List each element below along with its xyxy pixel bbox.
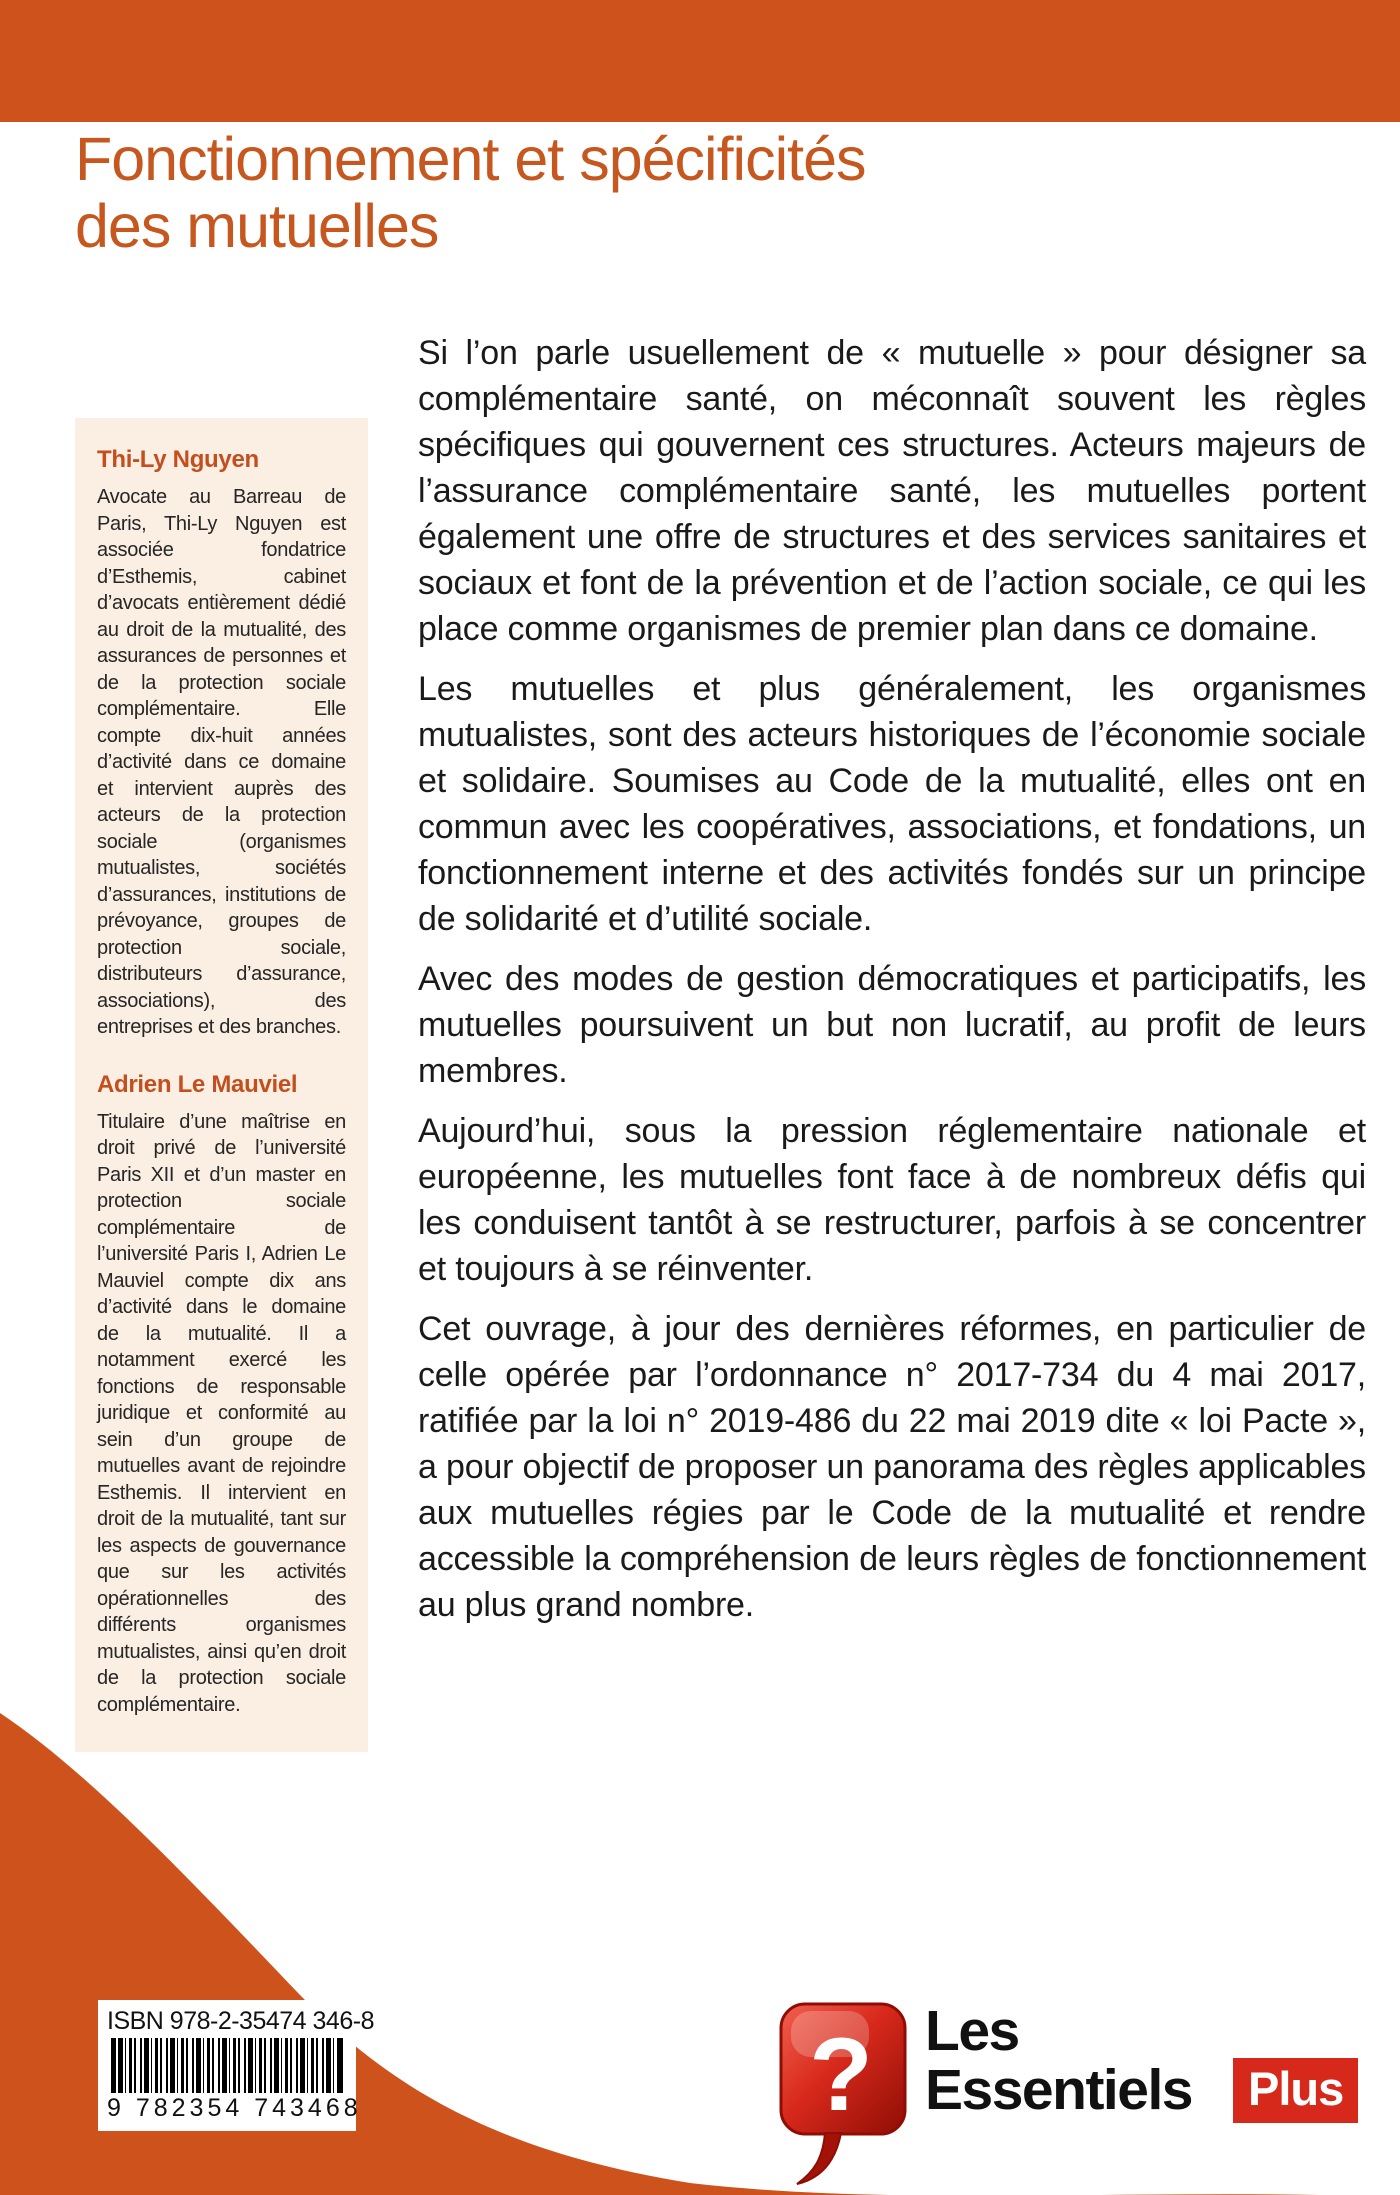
publisher-name-line1: Les [925,1999,1019,2063]
page-title-line1: Fonctionnement et spécificités [75,125,866,193]
author-name-1: Thi-Ly Nguyen [97,446,259,473]
description-paragraph-2: Les mutuelles et plus généralement, les organismes mutualistes, sont des acteurs historiques de l’économie sociale et solidaire. Soumises au Code de la mutualité, elles ont en commun avec les coopératives, associations, et fondations, un fonctionnement interne et des activités fondés sur un principe de solidarité et d’utilité sociale. [418,670,1366,938]
publisher-plus-badge: Plus [1233,2058,1358,2123]
page-title [75,126,1275,260]
back-cover-description [418,330,1366,1642]
authors-sidebar [75,418,368,1752]
description-paragraph-3: Avec des modes de gestion démocratiques et participatifs, les mutuelles poursuivent un but non lucratif, au profit de leurs membres. [418,960,1366,1090]
question-mark-glyph: ? [809,2017,873,2133]
publisher-name [925,1999,1265,2122]
author-bio-1: Avocate au Barreau de Paris, Thi-Ly Nguyen est associée fondatrice d’Esthemis, cabinet d’avocats entièrement dédié au droit de la mutualité, des assurances de personnes et de la protection sociale complémentaire. Elle compte dix-huit années d’activité dans ce domaine et intervient auprès des acteurs de la protection sociale (organismes mutualistes, sociétés d’assurances, institutions de prévoyance, groupes de protection sociale, distributeurs d’assurance, associations), des entreprises et des branches. [97,486,346,1038]
barcode-image [111,2038,343,2093]
barcode-digits: 9 782354 743468 [107,2094,362,2122]
isbn-box [98,2000,374,2131]
page-title-line2: des mutuelles [75,192,439,260]
question-mark-icon [775,2000,913,2190]
description-paragraph-5: Cet ouvrage, à jour des dernières réformes, en particulier de celle opérée par l’ordonnance n° 2017-734 du 4 mai 2017, ratifiée par la loi n° 2019-486 du 22 mai 2019 dite « loi Pacte », a pour objectif de proposer un panorama des règles applicables aux mutuelles régies par le Code de la mutualité et rendre accessible la compréhension de leurs règles de fonctionnement au plus grand nombre. [418,1310,1366,1624]
description-paragraph-1: Si l’on parle usuellement de « mutuelle » pour désigner sa complémentaire santé, on méconnaît souvent les règles spécifiques qui gouvernent ces structures. Acteurs majeurs de l’assurance complémentaire santé, les mutuelles portent également une offre de structures et des services sanitaires et sociaux et font de la prévention et de l’action sociale, ce qui les place comme organismes de premier plan dans ce domaine. [418,334,1366,648]
top-color-band [0,0,1400,122]
author-name-2: Adrien Le Mauviel [97,1070,298,1098]
description-paragraph-4: Aujourd’hui, sous la pression réglementaire nationale et européenne, les mutuelles font face à de nombreux défis qui les conduisent tantôt à se restructurer, parfois à se concentrer et toujours à se réinventer. [418,1112,1366,1288]
author-bio-2: Titulaire d’une maîtrise en droit privé de l’université Paris XII et d’un master en protection sociale complémentaire de l’université Paris I, Adrien Le Mauviel compte dix ans d’activité dans le domaine de la mutualité. Il a notamment exercé les fonctions de responsable juridique et conformité au sein d’un groupe de mutuelles avant de rejoindre Esthemis. Il intervient en droit de la mutualité, tant sur les aspects de gouvernance que sur les activités opérationnelles des différents organismes mutualistes, ainsi qu’en droit de la protection sociale complémentaire. [97,1110,346,1716]
publisher-name-line2: Essentiels [925,2058,1192,2122]
isbn-label: ISBN 978-2-35474 346-8 [107,2007,374,2035]
